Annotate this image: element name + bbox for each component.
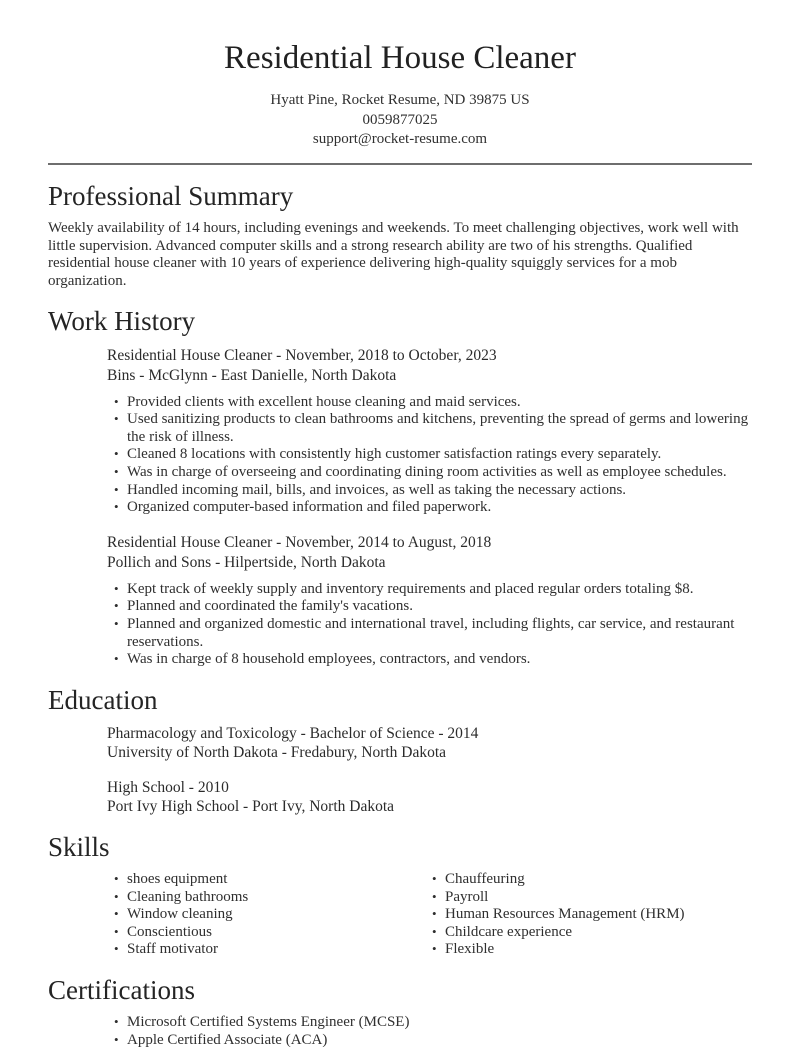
- job-bullet-item: • Handled incoming mail, bills, and invoices, as well as taking the necessary actions.: [127, 482, 752, 500]
- skills-column-right: [425, 871, 752, 959]
- job-entry: [107, 533, 752, 669]
- job-bullet-item: • Provided clients with excellent house cleaning and maid services.: [127, 394, 752, 412]
- section-title-certifications: Certifications: [48, 974, 195, 1005]
- section-education: [48, 685, 752, 816]
- summary-paragraph: Weekly availability of 14 hours, including evenings and weekends. To meet challenging objectives, work well with little supervision. Advanced computer skills and a strong research ability are two of his strengths. Qualified residential house cleaner with 10 years of experience delivering high-quality squiggly services for a mob organization.: [48, 220, 739, 289]
- skill-item: • Chauffeuring: [445, 871, 752, 889]
- skill-item: • Staff motivator: [127, 941, 425, 959]
- education-school: Port Ivy High School - Port Ivy, North Dakota: [107, 798, 395, 815]
- skill-item: • shoes equipment: [127, 871, 425, 889]
- education-school: University of North Dakota - Fredabury, North Dakota: [107, 744, 447, 761]
- job-company-location: Pollich and Sons - Hilpertside, North Dakota: [107, 553, 386, 571]
- job-bullet-item: • Used sanitizing products to clean bathrooms and kitchens, preventing the spread of germs and lowering the risk of illness.: [127, 411, 752, 446]
- job-title-dates: Residential House Cleaner - November, 2014 to August, 2018: [107, 533, 492, 551]
- job-company-location: Bins - McGlynn - East Danielle, North Dakota: [107, 366, 397, 384]
- section-professional-summary: [48, 181, 752, 291]
- contact-email: support@rocket-resume.com: [312, 131, 488, 148]
- job-bullet-item: • Organized computer-based information and filed paperwork.: [127, 499, 752, 517]
- section-skills: [48, 832, 752, 959]
- section-title-work-history: Work History: [48, 306, 196, 337]
- skill-item: • Window cleaning: [127, 906, 425, 924]
- page-title: Residential House Cleaner: [224, 40, 576, 76]
- skills-column-left: [107, 871, 425, 959]
- job-bullet-item: • Planned and coordinated the family's vacations.: [127, 598, 752, 616]
- education-entry: [107, 778, 752, 816]
- certification-item: • Microsoft Certified Systems Engineer (MCSE): [127, 1014, 752, 1032]
- job-title-dates: Residential House Cleaner - November, 2018 to October, 2023: [107, 346, 497, 364]
- skills-list-left: [107, 871, 425, 959]
- contact-address: Hyatt Pine, Rocket Resume, ND 39875 US: [270, 92, 530, 109]
- job-bullet-item: • Was in charge of 8 household employees, contractors, and vendors.: [127, 651, 752, 669]
- contact-block: [48, 91, 752, 150]
- education-degree: High School - 2010: [107, 779, 229, 796]
- skill-item: • Payroll: [445, 889, 752, 907]
- certification-item: • Apple Certified Associate (ACA): [127, 1032, 752, 1049]
- education-degree: Pharmacology and Toxicology - Bachelor of Science - 2014: [107, 725, 479, 742]
- section-title-skills: Skills: [48, 832, 110, 862]
- skills-columns: [107, 871, 752, 959]
- education-entry: [107, 724, 752, 762]
- section-title-education: Education: [48, 684, 158, 715]
- job-entry: [107, 346, 752, 517]
- skill-item: • Flexible: [445, 941, 752, 959]
- job-bullet-item: • Was in charge of overseeing and coordinating dining room activities as well as employee schedules.: [127, 464, 752, 482]
- job-bullet-list: [107, 394, 752, 517]
- resume-header: [48, 40, 752, 165]
- contact-phone: 0059877025: [362, 111, 438, 128]
- section-title-professional-summary: Professional Summary: [48, 180, 294, 211]
- job-bullet-item: • Kept track of weekly supply and inventory requirements and placed regular orders totaling $8.: [127, 581, 752, 599]
- skills-list-right: [425, 871, 752, 959]
- job-bullet-item: • Cleaned 8 locations with consistently high customer satisfaction ratings every separately.: [127, 446, 752, 464]
- skill-item: • Human Resources Management (HRM): [445, 906, 752, 924]
- header-divider: [48, 163, 752, 165]
- skill-item: • Conscientious: [127, 924, 425, 942]
- certifications-list: [107, 1014, 752, 1049]
- job-bullet-item: • Planned and organized domestic and international travel, including flights, car service, and restaurant reservations.: [127, 616, 752, 651]
- section-work-history: [48, 306, 752, 668]
- skill-item: • Childcare experience: [445, 924, 752, 942]
- section-certifications: [48, 975, 752, 1049]
- job-bullet-list: [107, 581, 752, 669]
- skill-item: • Cleaning bathrooms: [127, 889, 425, 907]
